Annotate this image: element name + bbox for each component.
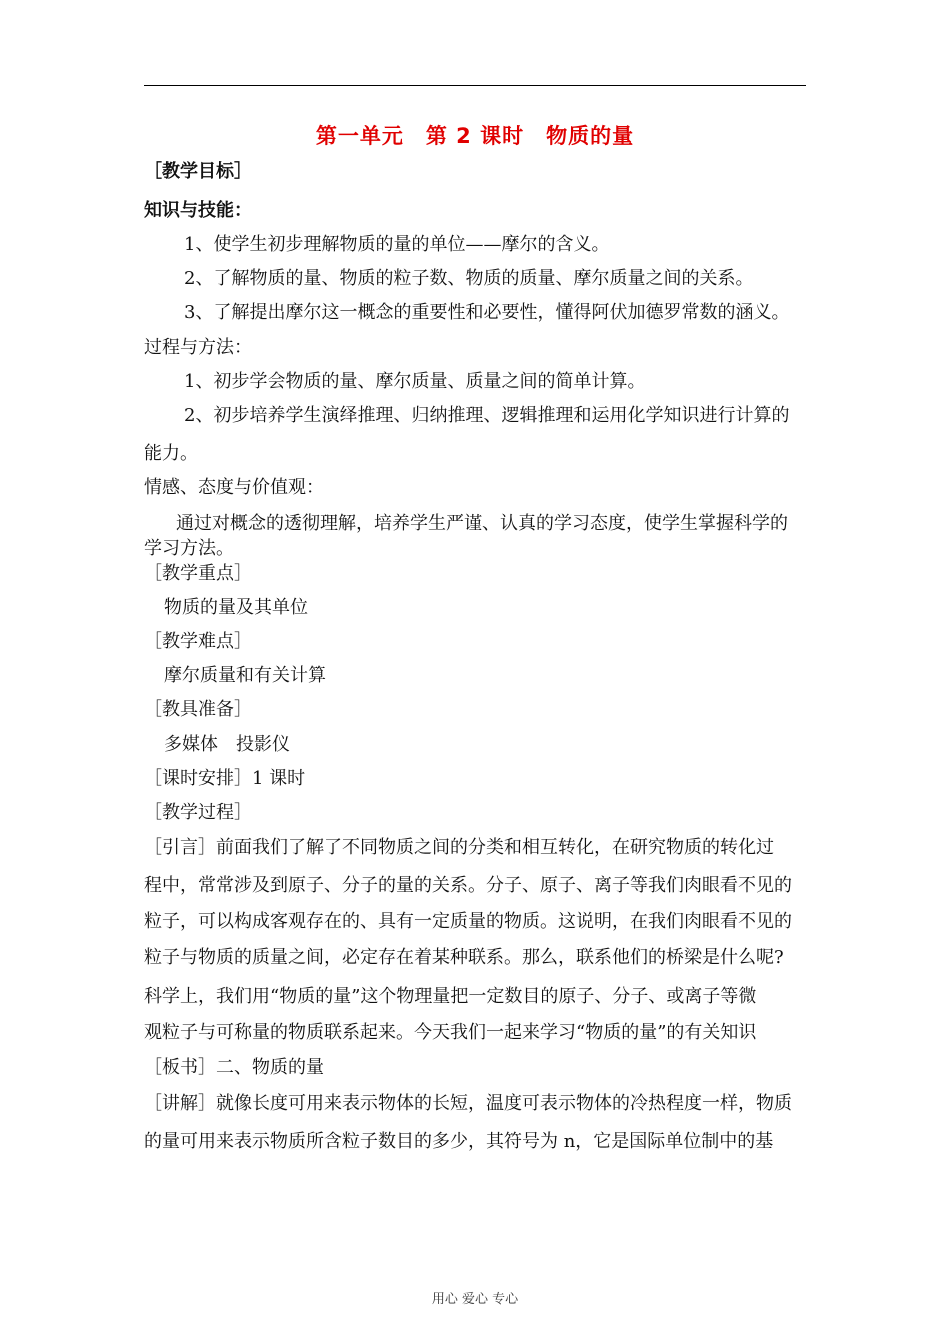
knowledge-item: 2、了解物质的量、物质的粒子数、物质的质量、摩尔质量之间的关系。 [184, 268, 754, 289]
intro-line: 程中，常常涉及到原子、分子的量的关系。分子、原子、离子等我们肉眼看不见的 [144, 875, 792, 896]
knowledge-item: 3、了解提出摩尔这一概念的重要性和必要性，懂得阿伏加德罗常数的涵义。 [184, 302, 790, 323]
difficulty-text: 摩尔质量和有关计算 [164, 665, 326, 686]
procedure-heading: ［教学过程］ [144, 802, 252, 823]
page-footer: 用心 爱心 专心 [431, 1292, 519, 1307]
process-heading: 过程与方法： [144, 337, 252, 358]
document-title: 第一单元 第 2 课时 物质的量 [315, 124, 635, 148]
intro-line: 科学上，我们用“物质的量”这个物理量把一定数目的原子、分子、或离子等微 [144, 986, 757, 1007]
tools-heading: ［教具准备］ [144, 699, 252, 720]
explain-line: ［讲解］就像长度可用来表示物体的长短，温度可表示物体的冷热程度一样，物质 [144, 1093, 792, 1114]
intro-line: 观粒子与可称量的物质联系起来。今天我们一起来学习“物质的量”的有关知识 [144, 1022, 757, 1043]
intro-line: 粒子，可以构成客观存在的、具有一定质量的物质。这说明，在我们肉眼看不见的 [144, 911, 792, 932]
intro-line: 粒子与物质的质量之间，必定存在着某种联系。那么，联系他们的桥梁是什么呢? [144, 947, 784, 968]
emotion-heading: 情感、态度与价值观： [144, 477, 324, 498]
header-rule [144, 85, 806, 86]
process-item: 2、初步培养学生演绎推理、归纳推理、逻辑推理和运用化学知识进行计算的 [184, 405, 790, 426]
key-heading: ［教学重点］ [144, 563, 252, 584]
intro-line: ［引言］前面我们了解了不同物质之间的分类和相互转化，在研究物质的转化过 [144, 837, 774, 858]
tools-text: 多媒体 投影仪 [164, 734, 290, 755]
knowledge-item: 1、使学生初步理解物质的量的单位——摩尔的含义。 [184, 234, 610, 255]
knowledge-heading: 知识与技能： [144, 200, 252, 221]
emotion-text: 学习方法。 [144, 538, 234, 559]
emotion-text: 通过对概念的透彻理解，培养学生严谨、认真的学习态度，使学生掌握科学的 [176, 513, 788, 534]
difficulty-heading: ［教学难点］ [144, 631, 252, 652]
process-item: 能力。 [144, 443, 198, 464]
schedule-text: ［课时安排］1 课时 [144, 768, 306, 789]
key-text: 物质的量及其单位 [164, 597, 308, 618]
board-text: ［板书］二、物质的量 [144, 1057, 324, 1078]
explain-line: 的量可用来表示物质所含粒子数目的多少，其符号为 n，它是国际单位制中的基 [144, 1131, 774, 1152]
process-item: 1、初步学会物质的量、摩尔质量、质量之间的简单计算。 [184, 371, 646, 392]
objectives-heading: ［教学目标］ [144, 161, 252, 182]
